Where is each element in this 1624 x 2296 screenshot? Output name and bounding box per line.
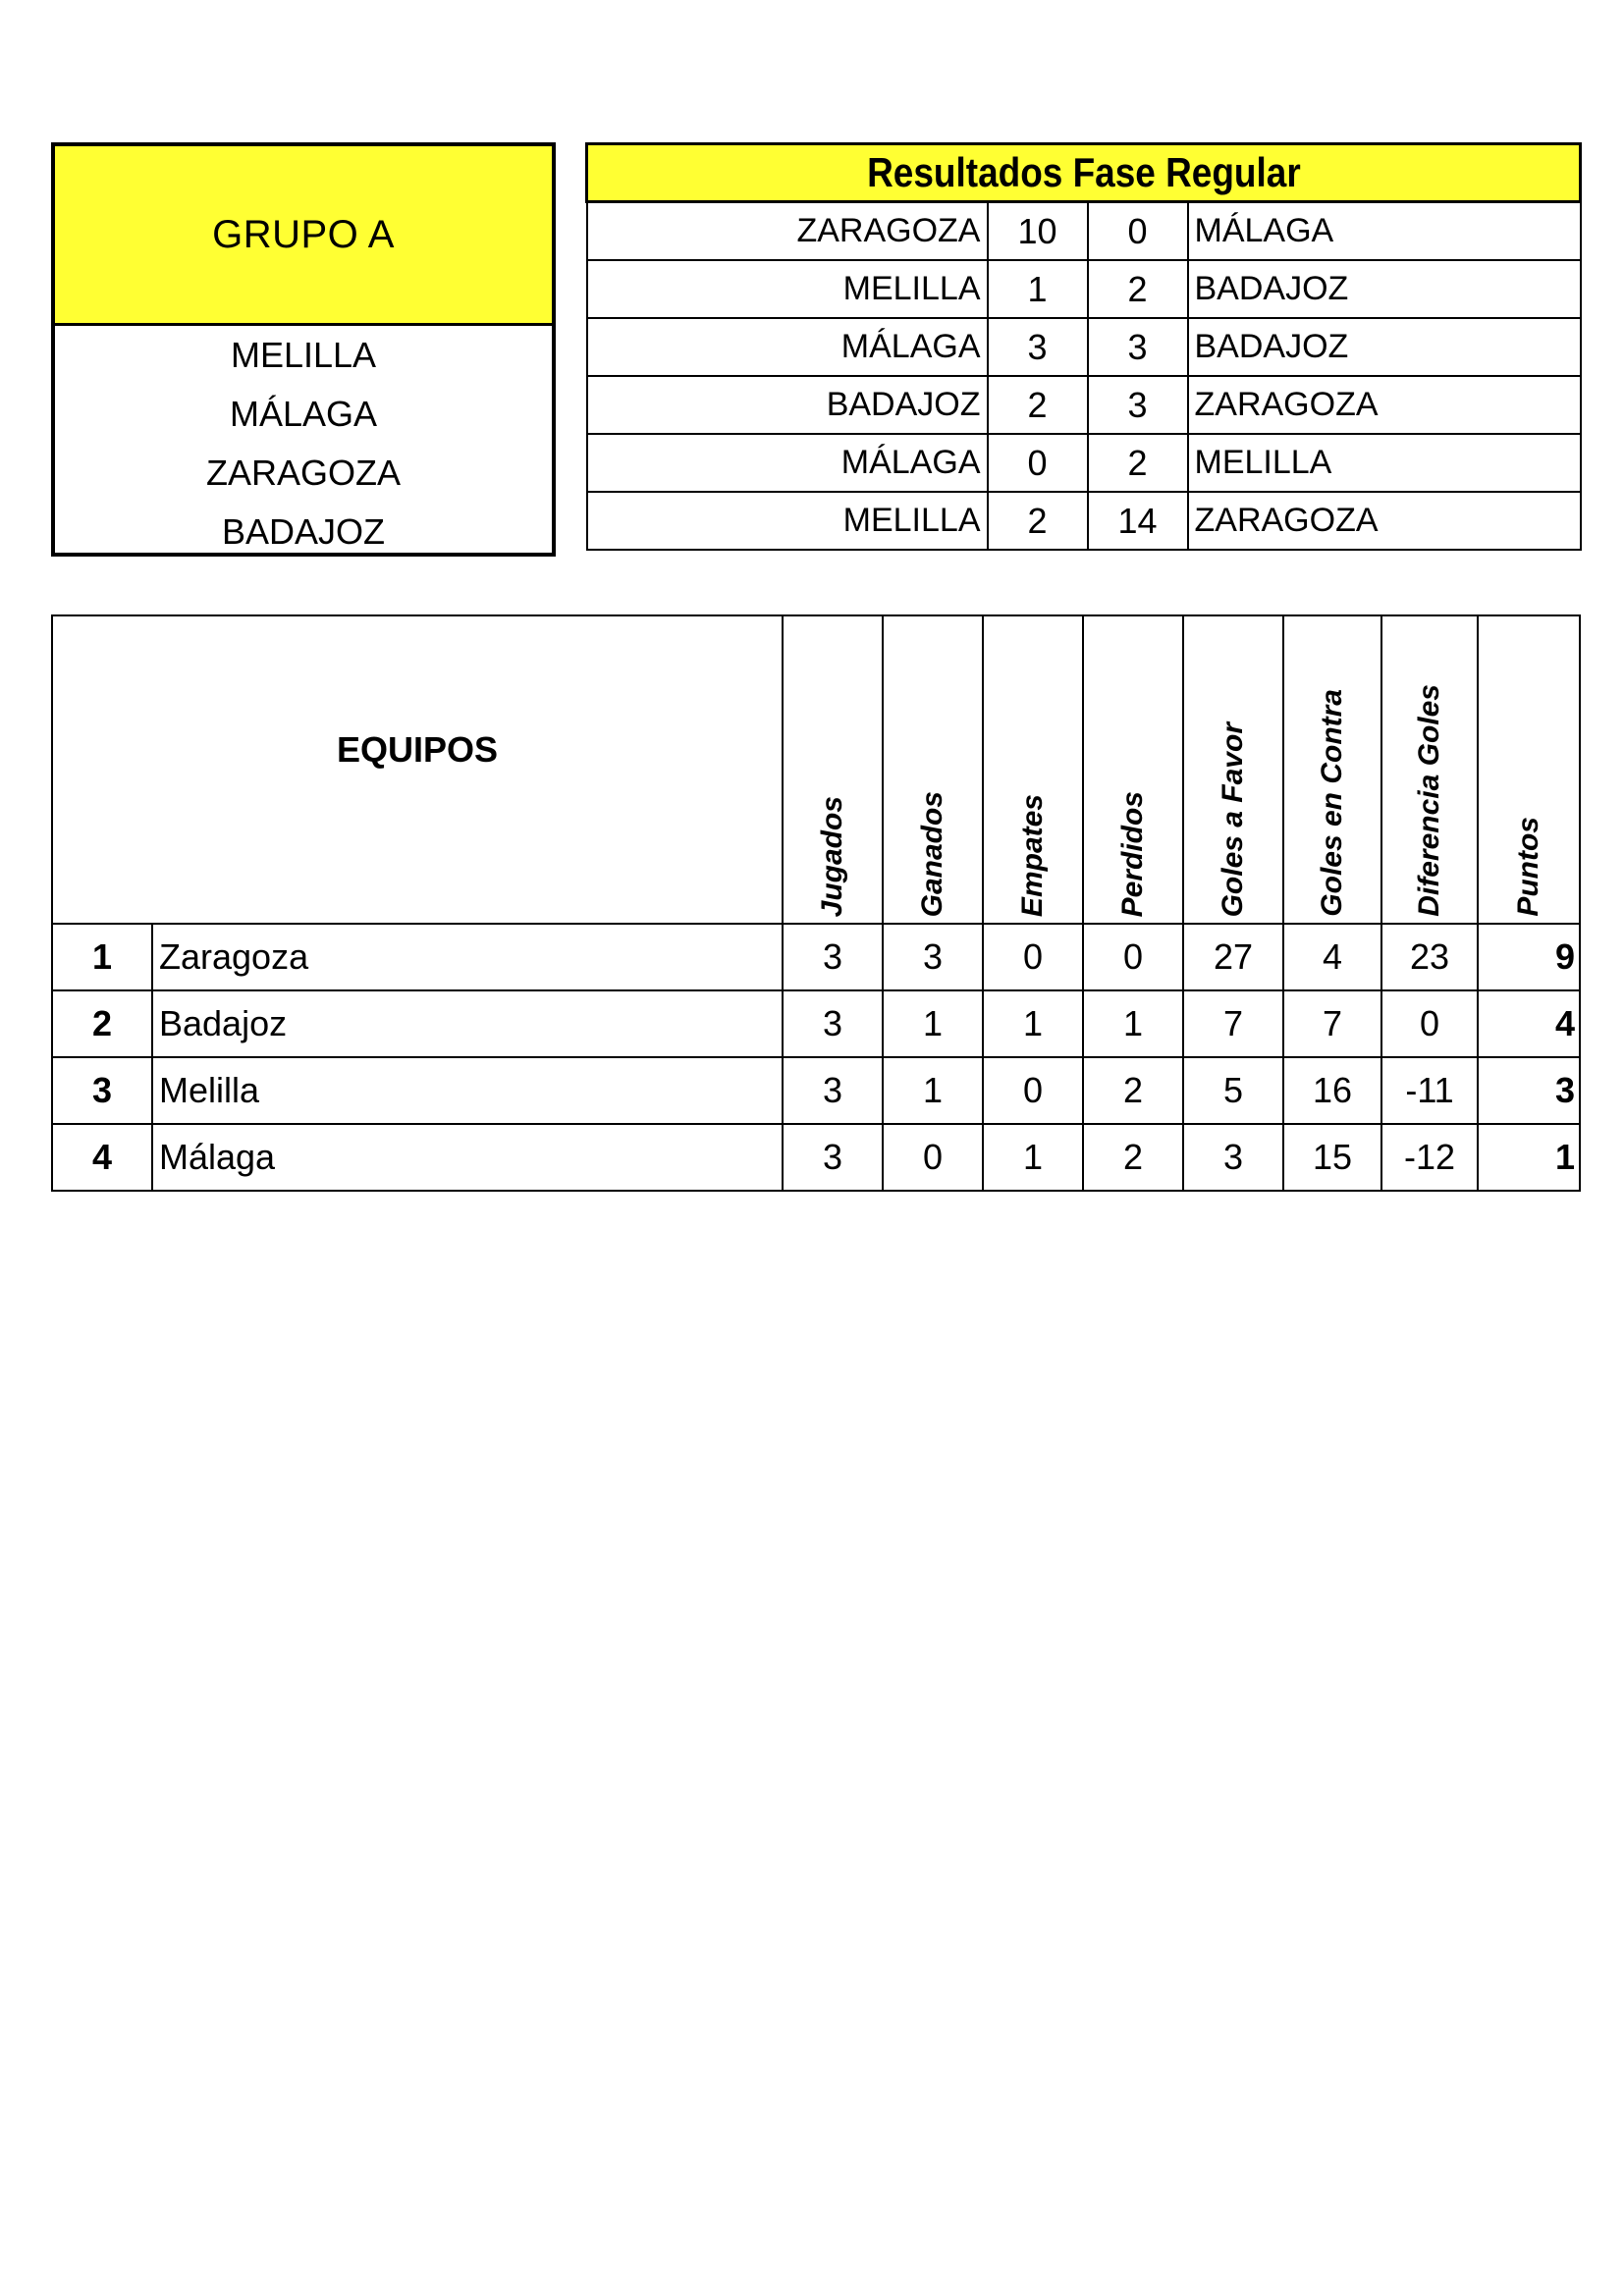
table-row <box>52 924 1580 990</box>
stat-ganados: 0 <box>883 1124 983 1191</box>
group-box <box>51 142 556 557</box>
table-row <box>52 990 1580 1057</box>
stat-ganados: 1 <box>883 1057 983 1124</box>
match-away-goals: 2 <box>1088 260 1188 318</box>
stat-goles-contra: 16 <box>1283 1057 1381 1124</box>
stat-ganados: 1 <box>883 990 983 1057</box>
stat-diferencia: -11 <box>1381 1057 1478 1124</box>
standing-position: 2 <box>52 990 152 1057</box>
group-team-list <box>55 326 552 561</box>
stat-empates: 0 <box>983 924 1083 990</box>
stat-puntos: 3 <box>1478 1057 1580 1124</box>
stat-goles-contra: 7 <box>1283 990 1381 1057</box>
match-home-goals: 2 <box>988 376 1088 434</box>
stat-diferencia: 23 <box>1381 924 1478 990</box>
match-home-goals: 2 <box>988 492 1088 550</box>
stat-puntos: 1 <box>1478 1124 1580 1191</box>
stat-goles-contra: 4 <box>1283 924 1381 990</box>
match-row <box>587 260 1581 318</box>
match-away-team: BADAJOZ <box>1188 318 1581 376</box>
stat-jugados: 3 <box>783 1124 883 1191</box>
match-home-team: MELILLA <box>587 260 988 318</box>
match-row <box>587 434 1581 492</box>
col-header-diferencia: Diferencia Goles <box>1381 615 1478 924</box>
match-away-goals: 3 <box>1088 318 1188 376</box>
stat-goles-favor: 7 <box>1183 990 1283 1057</box>
stat-goles-contra: 15 <box>1283 1124 1381 1191</box>
match-home-goals: 0 <box>988 434 1088 492</box>
standing-team: Melilla <box>152 1057 783 1124</box>
stat-puntos: 9 <box>1478 924 1580 990</box>
stat-perdidos: 0 <box>1083 924 1183 990</box>
match-away-team: MELILLA <box>1188 434 1581 492</box>
col-header-jugados: Jugados <box>783 615 883 924</box>
match-home-team: BADAJOZ <box>587 376 988 434</box>
stat-jugados: 3 <box>783 1057 883 1124</box>
stat-empates: 1 <box>983 1124 1083 1191</box>
stat-puntos: 4 <box>1478 990 1580 1057</box>
stat-goles-favor: 5 <box>1183 1057 1283 1124</box>
stat-ganados: 3 <box>883 924 983 990</box>
stat-goles-favor: 3 <box>1183 1124 1283 1191</box>
match-row <box>587 492 1581 550</box>
standing-team: Málaga <box>152 1124 783 1191</box>
col-header-perdidos: Perdidos <box>1083 615 1183 924</box>
match-away-goals: 0 <box>1088 202 1188 261</box>
group-team: MÁLAGA <box>229 394 378 434</box>
group-team: MELILLA <box>230 335 377 375</box>
col-header-puntos: Puntos <box>1478 615 1580 924</box>
stat-perdidos: 1 <box>1083 990 1183 1057</box>
match-away-team: ZARAGOZA <box>1188 492 1581 550</box>
match-away-goals: 2 <box>1088 434 1188 492</box>
stat-empates: 1 <box>983 990 1083 1057</box>
stat-jugados: 3 <box>783 990 883 1057</box>
standings-table <box>51 614 1581 1192</box>
stat-perdidos: 2 <box>1083 1057 1183 1124</box>
stat-empates: 0 <box>983 1057 1083 1124</box>
standing-team: Zaragoza <box>152 924 783 990</box>
match-home-goals: 10 <box>988 202 1088 261</box>
match-home-team: ZARAGOZA <box>587 202 988 261</box>
stat-jugados: 3 <box>783 924 883 990</box>
match-home-goals: 3 <box>988 318 1088 376</box>
match-away-goals: 14 <box>1088 492 1188 550</box>
standing-position: 4 <box>52 1124 152 1191</box>
stat-diferencia: -12 <box>1381 1124 1478 1191</box>
match-row <box>587 318 1581 376</box>
stat-diferencia: 0 <box>1381 990 1478 1057</box>
col-header-goles-contra: Goles en Contra <box>1283 615 1381 924</box>
standing-team: Badajoz <box>152 990 783 1057</box>
match-home-team: MÁLAGA <box>587 318 988 376</box>
col-header-empates: Empates <box>983 615 1083 924</box>
match-away-team: BADAJOZ <box>1188 260 1581 318</box>
results-table <box>585 142 1582 551</box>
group-title: GRUPO A <box>55 146 552 326</box>
match-row <box>587 202 1581 261</box>
table-row <box>52 1057 1580 1124</box>
equipos-header: EQUIPOS <box>52 615 783 924</box>
standing-position: 3 <box>52 1057 152 1124</box>
col-header-ganados: Ganados <box>883 615 983 924</box>
match-away-goals: 3 <box>1088 376 1188 434</box>
col-header-goles-favor: Goles a Favor <box>1183 615 1283 924</box>
match-row <box>587 376 1581 434</box>
group-team: BADAJOZ <box>221 511 386 552</box>
match-away-team: ZARAGOZA <box>1188 376 1581 434</box>
standing-position: 1 <box>52 924 152 990</box>
stat-perdidos: 2 <box>1083 1124 1183 1191</box>
results-title: Resultados Fase Regular <box>587 144 1581 202</box>
stat-goles-favor: 27 <box>1183 924 1283 990</box>
match-home-goals: 1 <box>988 260 1088 318</box>
match-home-team: MÁLAGA <box>587 434 988 492</box>
table-row <box>52 1124 1580 1191</box>
match-away-team: MÁLAGA <box>1188 202 1581 261</box>
match-home-team: MELILLA <box>587 492 988 550</box>
group-team: ZARAGOZA <box>205 453 402 493</box>
